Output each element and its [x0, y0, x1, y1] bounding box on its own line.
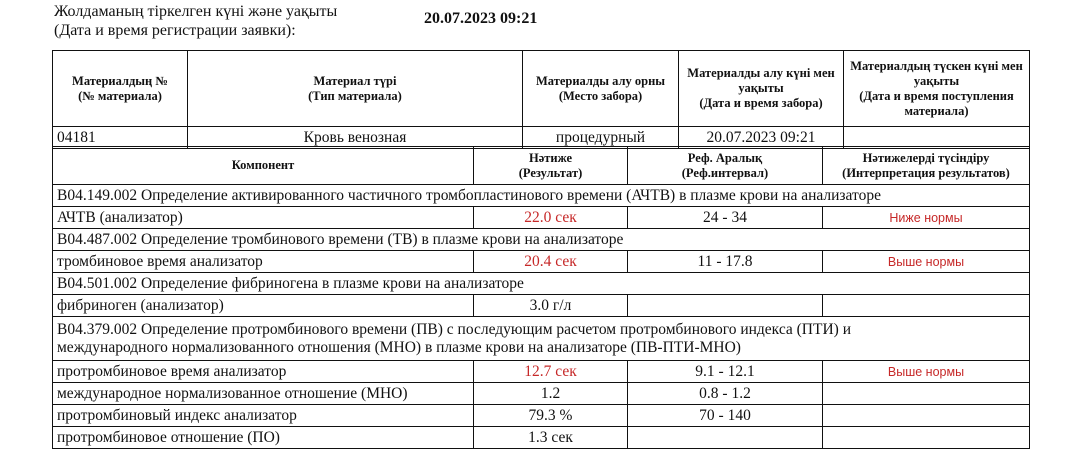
component-name: протромбиновое отношение (ПО) [53, 427, 474, 449]
reference-range: 11 - 17.8 [628, 251, 823, 273]
table-row [53, 405, 1030, 427]
interpretation [823, 427, 1030, 449]
reference-range: 70 - 140 [628, 405, 823, 427]
material-header-row [53, 51, 1030, 127]
registration-datetime: 20.07.2023 09:21 [424, 10, 538, 27]
interpretation: Ниже нормы [823, 207, 1030, 229]
component-name: АЧТВ (анализатор) [53, 207, 474, 229]
reference-range: 24 - 34 [628, 207, 823, 229]
result-value: 3.0 г/л [474, 295, 628, 317]
collection-place: процедурный [523, 127, 679, 149]
table-row [53, 207, 1030, 229]
table-row [53, 383, 1030, 405]
registration-label-ru: (Дата и время регистрации заявки): [54, 22, 296, 39]
result-value: 12.7 сек [474, 361, 628, 383]
header-received-datetime: Материалдың түскен күні мен уақыты (Дата и время поступления материала) [844, 51, 1030, 127]
result-value: 1.2 [474, 383, 628, 405]
interpretation [823, 383, 1030, 405]
table-row [53, 427, 1030, 449]
interpretation [823, 295, 1030, 317]
section-title: B04.379.002 Определение протромбинового времени (ПВ) с последующим расчетом протромбинового индекса (ПТИ) и международного нормализованного отношения (МНО) в плазме крови на анализаторе (ПВ-ПТИ-МНО) [53, 317, 1030, 361]
section-row-pt [53, 317, 1030, 361]
table-row [53, 361, 1030, 383]
interpretation: Выше нормы [823, 251, 1030, 273]
header-material-number: Материалдың № (№ материала) [53, 51, 188, 127]
header-component: Компонент [53, 147, 474, 185]
collection-datetime: 20.07.2023 09:21 [679, 127, 844, 149]
table-row [53, 251, 1030, 273]
component-name: фибриноген (анализатор) [53, 295, 474, 317]
material-type: Кровь венозная [188, 127, 523, 149]
section-title: B04.501.002 Определение фибриногена в плазме крови на анализаторе [53, 273, 1030, 295]
header-collection-datetime: Материалды алу күні мен уақыты (Дата и время забора) [679, 51, 844, 127]
header-interpretation: Нәтижелерді түсіндіру (Интерпретация результатов) [823, 147, 1030, 185]
section-row-tt [53, 229, 1030, 251]
result-value: 1.3 сек [474, 427, 628, 449]
header-material-type: Материал түрі (Тип материала) [188, 51, 523, 127]
result-value: 20.4 сек [474, 251, 628, 273]
component-name: международное нормализованное отношение (МНО) [53, 383, 474, 405]
component-name: протромбиновый индекс анализатор [53, 405, 474, 427]
results-header-row [53, 147, 1030, 185]
registration-label [54, 2, 337, 40]
component-name: протромбиновое время анализатор [53, 361, 474, 383]
registration-label-kz: Жолдаманың тіркелген күні және уақыты [54, 3, 338, 20]
reference-range [628, 427, 823, 449]
result-value: 22.0 сек [474, 207, 628, 229]
result-value: 79.3 % [474, 405, 628, 427]
section-title: B04.487.002 Определение тромбинового времени (ТВ) в плазме крови на анализаторе [53, 229, 1030, 251]
interpretation [823, 405, 1030, 427]
reference-range [628, 295, 823, 317]
header-reference: Реф. Аралық (Реф.интервал) [628, 147, 823, 185]
section-title: B04.149.002 Определение активированного частичного тромбопластинового времени (АЧТВ) в плазме крови на анализаторе [53, 185, 1030, 207]
section-row-fibrinogen [53, 273, 1030, 295]
interpretation: Выше нормы [823, 361, 1030, 383]
reference-range: 9.1 - 12.1 [628, 361, 823, 383]
header-collection-place: Материалды алу орны (Место забора) [523, 51, 679, 127]
section-row-aptt [53, 185, 1030, 207]
material-number: 04181 [53, 127, 188, 149]
results-table [52, 146, 1030, 449]
table-row [53, 295, 1030, 317]
component-name: тромбиновое время анализатор [53, 251, 474, 273]
header-result: Нәтиже (Результат) [474, 147, 628, 185]
material-table [52, 50, 1030, 149]
reference-range: 0.8 - 1.2 [628, 383, 823, 405]
